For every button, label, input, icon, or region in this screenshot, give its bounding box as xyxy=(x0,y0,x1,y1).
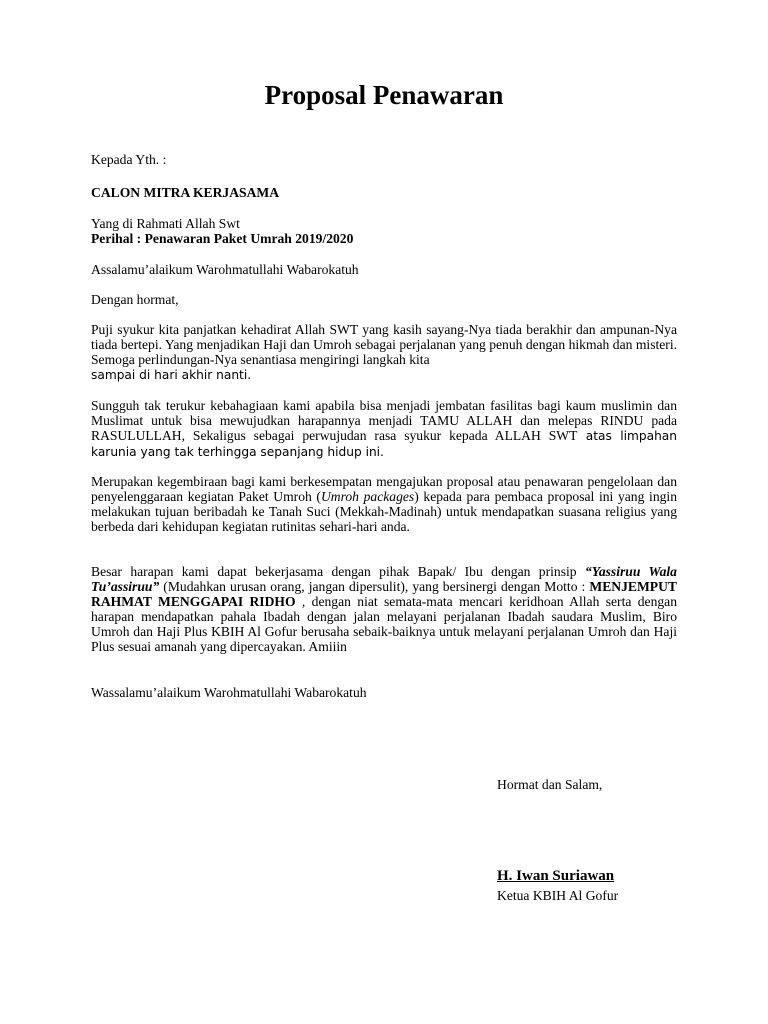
paragraph-3-text-b: ) kepada para pembaca proposal ini yang ingin melakukan tujuan beribadah ke Tanah Suci (Mekkah-Madinah) untuk mendapatkan suasana religius yang berbeda dari kehidupan kegiatan rutinitas sehari-hari anda. xyxy=(91,489,677,534)
greeting: Assalamu’alaikum Warohmatullahi Wabarokatuh xyxy=(91,262,359,277)
paragraph-3-text-a: Merupakan kegembiraan bagi kami berkesempatan mengajukan proposal atau penawaran pengelolaan dan penyelenggaraan kegiatan Paket Umroh ( xyxy=(91,474,677,504)
paragraph-2-tail: atas limpahan karunia yang tak terhingga sepanjang hidup ini. xyxy=(91,429,677,459)
regards: Hormat dan Salam, xyxy=(497,777,603,792)
paragraph-1-text: Puji syukur kita panjatkan kehadirat Allah SWT yang kasih sayang-Nya tiada berakhir dan ampunan-Nya tiada bertepi. Yang menjadikan Haji dan Umroh sebagai perjalanan yang penuh dengan hikmah dan misteri. Semoga perlindungan-Nya senantiasa mengiringi langkah kita xyxy=(91,322,677,367)
paragraph-2 xyxy=(91,398,677,460)
recipient-name: CALON MITRA KERJASAMA xyxy=(91,185,280,200)
paragraph-3-italic: Umroh packages xyxy=(320,489,415,504)
paragraph-1-tail: sampai di hari akhir nanti. xyxy=(91,368,252,382)
page-title: Proposal Penawaran xyxy=(264,80,504,110)
recipient-note: Yang di Rahmati Allah Swt xyxy=(91,216,240,231)
paragraph-2-text: Sungguh tak terukur kebahagiaan kami apabila bisa menjadi jembatan fasilitas bagi kaum muslimin dan Muslimat untuk bisa mewujudkan harapannya menjadi TAMU ALLAH dan melepas RINDU pada RASULULLAH, Sekaligus sebagai perwujudan rasa syukur kepada ALLAH SWT xyxy=(91,398,677,443)
closing: Wassalamu’alaikum Warohmatullahi Wabarokatuh xyxy=(91,685,367,700)
paragraph-4 xyxy=(91,564,677,654)
paragraph-1 xyxy=(91,322,677,383)
recipient-prefix: Kepada Yth. : xyxy=(91,152,167,167)
salutation: Dengan hormat, xyxy=(91,292,179,307)
signer-title: Ketua KBIH Al Gofur xyxy=(497,888,619,903)
paragraph-4-text-b: (Mudahkan urusan orang, jangan dipersulit), yang bersinergi dengan Motto : xyxy=(159,579,590,594)
signer-name: H. Iwan Suriawan xyxy=(497,868,615,884)
paragraph-4-motto: MENJEMPUT RAHMAT MENGGAPAI RIDHO xyxy=(91,579,677,609)
paragraph-4-text-a: Besar harapan kami dapat bekerjasama dengan pihak Bapak/ Ibu dengan prinsip xyxy=(91,564,585,579)
paragraph-4-principle: “Yassiruu Wala Tu’assiruu” xyxy=(91,564,677,594)
paragraph-3 xyxy=(91,474,677,534)
subject-line: Perihal : Penawaran Paket Umrah 2019/2020 xyxy=(91,231,354,246)
paragraph-4-text-c: , dengan niat semata-mata mencari keridhoan Allah serta dengan harapan mendapatkan pahala Ibadah dengan jalan melayani perjalanan Ibadah saudara Muslim, Biro Umroh dan Haji Plus KBIH Al Gofur berusaha sebaik-baiknya untuk melayani perjalanan Umroh dan Haji Plus sesuai amanah yang dipercayakan. Amiiin xyxy=(91,594,677,654)
